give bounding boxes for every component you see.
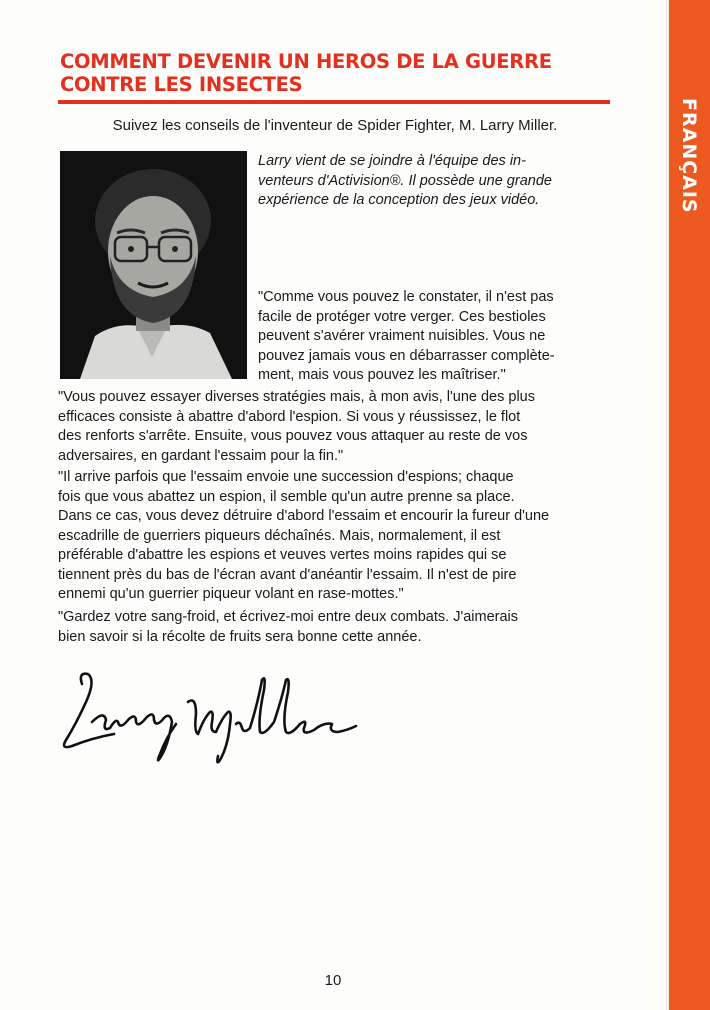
paragraph-line: préférable d'abattre les espions et veuves vertes moins rapides qui se [58, 547, 507, 563]
paragraph-line: escadrille de guerriers piqueurs déchaînés. Mais, normalement, il est [58, 527, 501, 544]
paragraph-line: efficaces consiste à abattre d'abord l'espion. Si vous y réussissez, le flot [58, 408, 521, 425]
paragraph-line: "Gardez votre sang-froid, et écrivez-moi entre deux combats. J'aimerais [58, 609, 519, 625]
paragraph-line: fois que vous abattez un espion, il semble qu'un autre prenne sa place. [58, 488, 515, 505]
portrait-illustration [60, 151, 247, 379]
subtitle: Suivez les conseils de l'inventeur de Spider Fighter, M. Larry Miller. [112, 117, 558, 134]
page-title-line-1: COMMENT DEVENIR UN HEROS DE LA GUERRE [60, 50, 552, 73]
quote-paragraph-2 [58, 388, 610, 466]
designer-portrait-photo [60, 151, 247, 379]
signature-drawing [52, 662, 372, 772]
quote-line: facile de protéger votre verger. Ces bestioles [258, 308, 546, 325]
paragraph-line: bien savoir si la récolte de fruits sera bonne cette année. [58, 628, 422, 645]
paragraph-line: Dans ce cas, vous devez détruire d'abord l'essaim et encourir la fureur d'une [58, 508, 550, 524]
paragraph-line: "Vous pouvez essayer diverses stratégies mais, à mon avis, l'une des plus [58, 389, 535, 405]
quote-line: ment, mais vous pouvez les maîtriser." [258, 367, 506, 383]
page-title [60, 50, 620, 96]
designer-intro [258, 152, 608, 211]
handwritten-signature [52, 662, 372, 772]
quote-line: "Comme vous pouvez le constater, il n'est pas [258, 289, 554, 305]
paragraph-line: "Il arrive parfois que l'essaim envoie une succession d'espions; chaque [58, 469, 514, 485]
intro-line: expérience de la conception des jeux vidéo. [258, 192, 540, 208]
intro-line: venteurs d'Activision®. Il possède une grande [258, 172, 552, 189]
quote-line: peuvent s'avérer vraiment nuisibles. Vous ne [258, 328, 546, 344]
quote-line: pouvez jamais vous en débarrasser complète- [258, 347, 555, 364]
quote-paragraph-4 [58, 608, 610, 647]
paragraph-line: adversaires, en gardant l'essaim pour la fin." [58, 447, 344, 464]
language-tab-label: FRANÇAIS [678, 98, 700, 214]
paragraph-line: tiennent près du bas de l'écran avant d'anéantir l'essaim. Il n'est de pire [58, 566, 517, 583]
intro-line: Larry vient de se joindre à l'équipe des in- [258, 153, 526, 169]
page-number: 10 [324, 972, 342, 989]
title-underline [58, 100, 610, 104]
quote-paragraph-3 [58, 468, 610, 605]
page-title-line-2: CONTRE LES INSECTES [60, 73, 303, 96]
paragraph-line: ennemi qu'un guerrier piqueur volant en rase-mottes." [58, 586, 404, 602]
quote-paragraph-1 [258, 288, 608, 386]
paragraph-line: des renforts s'arrête. Ensuite, vous pouvez vous attaquer au reste de vos [58, 428, 528, 444]
